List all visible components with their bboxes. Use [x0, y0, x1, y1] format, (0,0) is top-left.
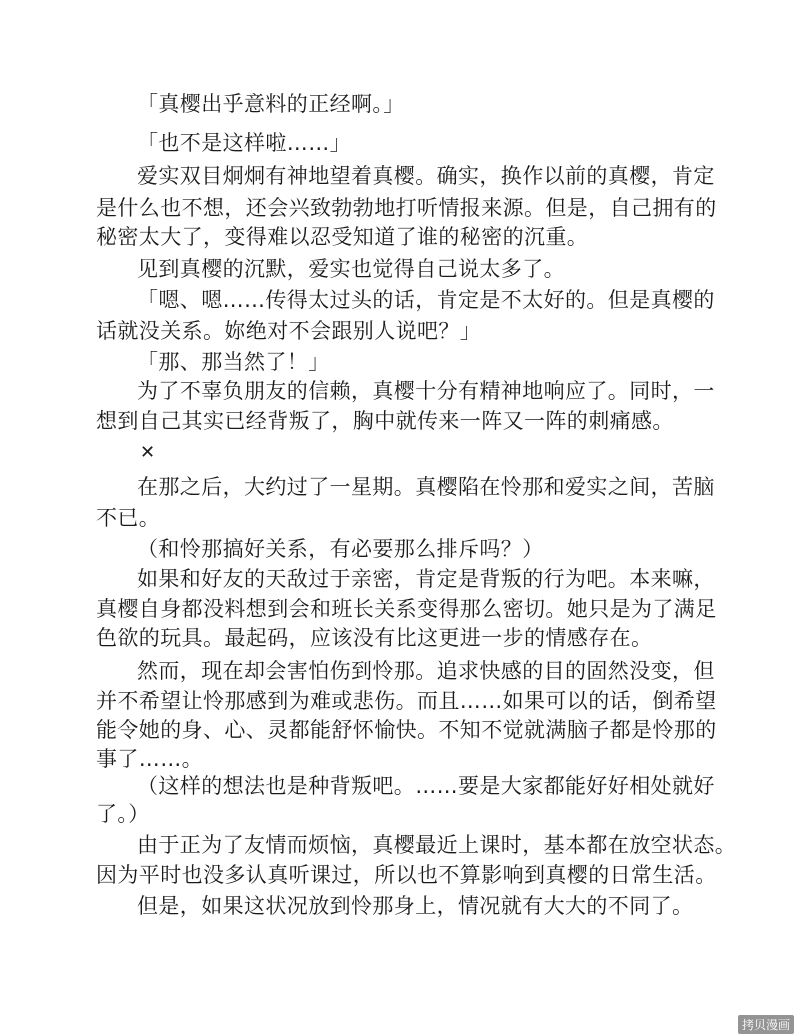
text-line: 为了不辜负朋友的信赖，真樱十分有精神地响应了。同时，一 [137, 379, 715, 403]
text-line: 想到自己其实已经背叛了，胸中就传来一阵又一阵的刺痛感。 [96, 409, 674, 433]
text-line: 真樱自身都没料想到会和班长关系变得那么密切。她只是为了满足 [96, 597, 717, 621]
text-line: 由于正为了友情而烦恼，真樱最近上课时，基本都在放空状态。 [137, 833, 737, 857]
text-line: 不已。 [96, 506, 161, 530]
text-line: 「嗯、嗯……传得太过头的话，肯定是不太好的。但是真樱的 [137, 288, 715, 312]
text-line: 事了……。 [96, 747, 203, 771]
text-line: 「也不是这样啦……」 [137, 131, 351, 155]
watermark-label: 拷贝漫画 [738, 1015, 794, 1034]
text-line: 如果和好友的天敌过于亲密，肯定是背叛的行为吧。本来嘛， [137, 567, 715, 591]
text-line: 然而，现在却会害怕伤到怜那。追求快感的目的固然没变，但 [137, 659, 715, 683]
text-line: 因为平时也没多认真听课过，所以也不算影响到真樱的日常生活。 [96, 863, 717, 887]
text-line: （和怜那搞好关系，有必要那么排斥吗？） [137, 537, 544, 561]
text-line: 色欲的玩具。最起码，应该没有比这更进一步的情感存在。 [96, 626, 653, 650]
section-break-mark: ✕ [140, 442, 156, 463]
text-line: （这样的想法也是种背叛吧。……要是大家都能好好相处就好 [137, 774, 715, 798]
text-line: 并不希望让怜那感到为难或悲伤。而且……如果可以的话，倒希望 [96, 689, 717, 713]
text-line: 话就没关系。妳绝对不会跟别人说吧？」 [96, 319, 482, 343]
text-line: 「真樱出乎意料的正经啊。」 [137, 92, 405, 116]
text-line: 但是，如果这状况放到怜那身上，情况就有大大的不同了。 [137, 894, 694, 918]
text-line: 是什么也不想，还会兴致勃勃地打听情报来源。但是，自己拥有的 [96, 196, 717, 220]
text-line: 在那之后，大约过了一星期。真樱陷在怜那和爱实之间，苦脑 [137, 475, 715, 499]
text-line: 能令她的身、心、灵都能舒怀愉快。不知不觉就满脑子都是怜那的 [96, 718, 717, 742]
text-line: 爱实双目炯炯有神地望着真樱。确实，换作以前的真樱，肯定 [137, 164, 715, 188]
text-line: 秘密太大了，变得难以忍受知道了谁的秘密的沉重。 [96, 225, 589, 249]
text-line: 「那、那当然了！」 [137, 350, 330, 374]
text-line: 见到真樱的沉默，爱实也觉得自己说太多了。 [137, 257, 565, 281]
text-line: 了。） [96, 802, 150, 826]
